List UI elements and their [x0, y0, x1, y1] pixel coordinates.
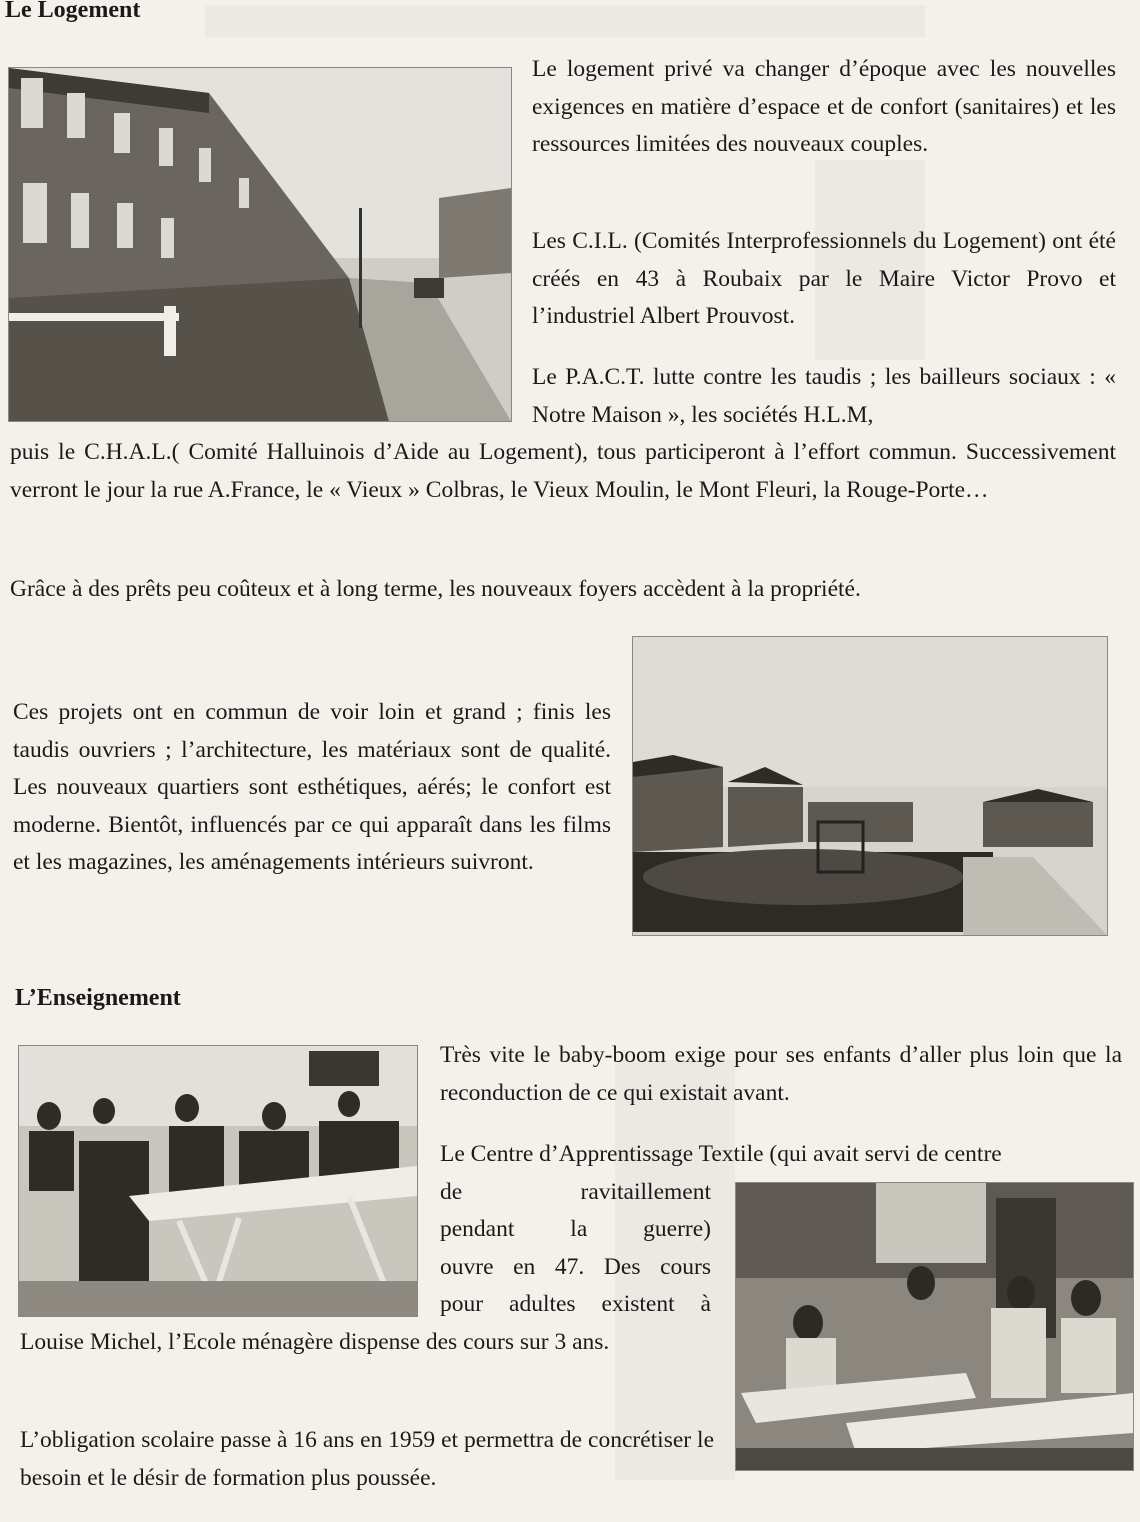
photo-kitchen-class [735, 1182, 1134, 1471]
section-heading-enseignement: L’Enseignement [15, 985, 181, 1011]
photo-row-houses [8, 67, 512, 422]
paragraph-centre-line-4: ouvre en 47. Des cours [440, 1254, 711, 1280]
paragraph-centre-line-1: Le Centre d’Apprentissage Textile (qui avait servi de centre [440, 1141, 1002, 1167]
paragraph-baby-boom: Très vite le baby-boom exige pour ses enfants d’aller plus loin que la reconduction de ce qui existait avant. [440, 1042, 1122, 1106]
paragraph-logement-intro: Le logement privé va changer d’époque avec les nouvelles exigences en matière d’espace et de confort (sanitaires) et les ressources limitées des nouveaux couples. [532, 56, 1116, 157]
paragraph-pact-continued: puis le C.H.A.L.( Comité Halluinois d’Aide au Logement), tous participeront à l’effort commun. Successivement verront le jour la rue A.France, le « Vieux » Colbras, le Vieux Moulin, le Mont Fleuri, la Rouge-Porte… [10, 439, 1116, 503]
paragraph-obligation: L’obligation scolaire passe à 16 ans en 1959 et permettra de concrétiser le besoin et le désir de formation plus poussée. [20, 1427, 714, 1491]
paragraph-centre-continued: Louise Michel, l’Ecole ménagère dispense des cours sur 3 ans. [20, 1329, 610, 1355]
section-heading-logement: Le Logement [5, 0, 141, 23]
paragraph-centre-line-3: pendant la guerre) [440, 1216, 711, 1242]
paragraph-cil: Les C.I.L. (Comités Interprofessionnels du Logement) ont été créés en 43 à Roubaix par le Maire Victor Provo et l’industriel Albert Prouvost. [532, 228, 1116, 329]
photo-classroom [18, 1045, 418, 1317]
show-through-block [205, 5, 925, 37]
paragraph-pact: Le P.A.C.T. lutte contre les taudis ; les bailleurs sociaux : « Notre Maison », les sociétés H.L.M, [532, 364, 1116, 428]
paragraph-centre-line-2: de ravitaillement [440, 1179, 711, 1205]
paragraph-prets: Grâce à des prêts peu coûteux et à long terme, les nouveaux foyers accèdent à la propriété. [10, 576, 861, 602]
paragraph-centre-line-5: pour adultes existent à [440, 1291, 711, 1317]
photo-new-quarter [632, 636, 1108, 936]
paragraph-projets: Ces projets ont en commun de voir loin et grand ; finis les taudis ouvriers ; l’architecture, les matériaux sont de qualité. Les nouveaux quartiers sont esthétiques, aérés; le confort est moderne. Bientôt, influencés par ce qui apparaît dans les films et les magazines, les aménagements intérieurs suivront. [13, 699, 611, 875]
